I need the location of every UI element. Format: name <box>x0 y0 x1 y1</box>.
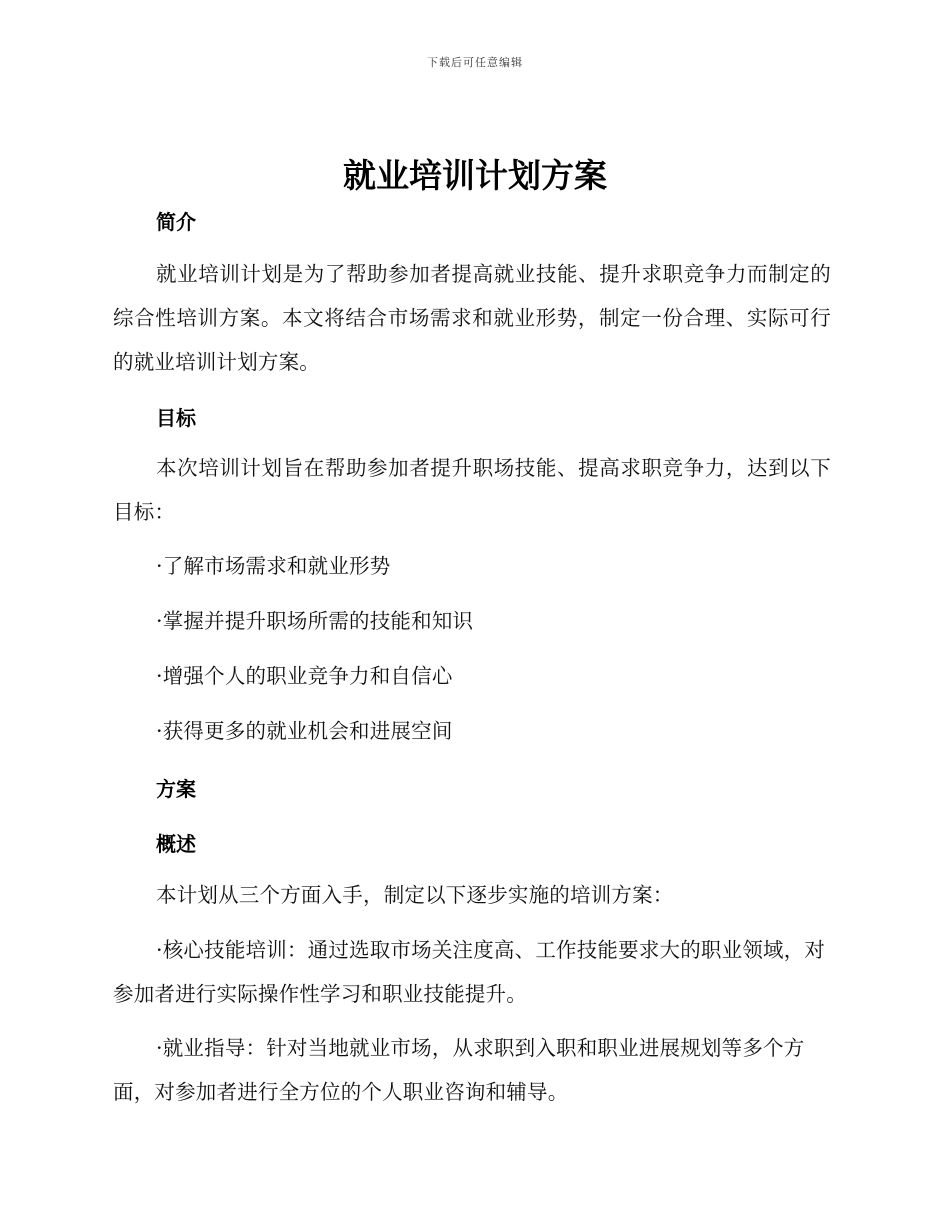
bullet-dot: · <box>156 938 163 962</box>
bullet-dot: · <box>156 719 163 743</box>
intro-paragraph: 就业培训计划是为了帮助参加者提高就业技能、提升求职竞争力而制定的综合性培训方案。本文将结合市场需求和就业形势，制定一份合理、实际可行的就业培训计划方案。 <box>113 262 831 374</box>
goal-bullet-item <box>113 544 831 588</box>
section-heading-plan: 方案 <box>156 777 196 801</box>
section-heading-overview: 概述 <box>156 832 196 856</box>
goals-paragraph: 本次培训计划旨在帮助参加者提升职场技能、提高求职竞争力，达到以下目标： <box>113 456 831 524</box>
goal-bullet-text: 获得更多的就业机会和进展空间 <box>162 719 453 743</box>
overview-bullet-text: 就业指导：针对当地就业市场，从求职到入职和职业进展规划等多个方面，对参加者进行全方位的个人职业咨询和辅导。 <box>113 1036 805 1104</box>
bullet-dot: · <box>156 664 163 688</box>
goal-bullet-text: 增强个人的职业竞争力和自信心 <box>162 664 453 688</box>
bullet-dot: · <box>156 609 163 633</box>
goal-bullet-text: 了解市场需求和就业形势 <box>162 554 391 578</box>
overview-bullet-text: 核心技能培训：通过选取市场关注度高、工作技能要求大的职业领域，对参加者进行实际操作性学习和职业技能提升。 <box>113 938 826 1006</box>
goal-bullet-item <box>113 709 831 753</box>
document-title: 就业培训计划方案 <box>343 156 607 195</box>
section-heading-goals: 目标 <box>156 406 196 430</box>
header-note: 下载后可任意编辑 <box>427 56 523 69</box>
bullet-dot: · <box>156 554 163 578</box>
overview-bullet-item <box>113 1026 831 1114</box>
goal-bullet-item <box>113 654 831 698</box>
section-heading-intro: 简介 <box>156 210 196 234</box>
goal-bullet-text: 掌握并提升职场所需的技能和知识 <box>162 609 474 633</box>
bullet-dot: · <box>156 1036 163 1060</box>
overview-paragraph: 本计划从三个方面入手，制定以下逐步实施的培训方案： <box>156 883 674 907</box>
overview-bullet-item <box>113 928 831 1016</box>
goal-bullet-item <box>113 599 831 643</box>
